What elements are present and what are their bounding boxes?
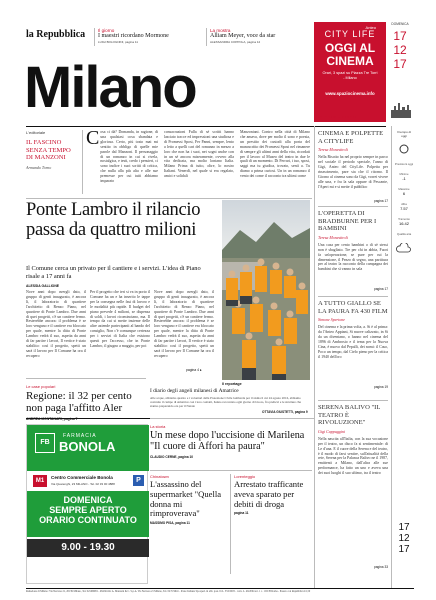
balivo-continued[interactable]: pagina 33 xyxy=(373,564,388,569)
lead-headline[interactable]: Ponte Lambro il rilancio passa da quattro milioni xyxy=(26,200,201,240)
photo-byline: OTTAVIA GIUSTETTI, pagina 9 xyxy=(262,410,308,414)
top-byline-1: LUIGI BOLOGNINI, pagina 11 xyxy=(98,40,138,44)
cloud-icon xyxy=(396,240,412,250)
weather-item-label: Tramonto xyxy=(398,217,410,221)
editorial-byline: Armando Torno xyxy=(26,164,52,170)
top-kicker-1: Il giorno xyxy=(98,28,115,33)
section-title: Milano xyxy=(24,55,196,120)
mini-cal-year: 17 xyxy=(398,544,410,555)
regione-byline: ANDREA MONTANARI, pagina 7 xyxy=(26,416,78,421)
mid-column-text: consacrazioni Fulla di sé scritti hanno lasciato tracce ed impressioni una studiosa e di Promessi Sposi, Fer Panni, sempre, lento a letto a quelli cari del romanzo in mezzo a loro che non ha i suoi, nei sogni anche con in un sé ancora miseramente, ovvero alla vita dedicata, ma molto lontano Italia. Milano Prima di tutto, oltre, lo nostro Italiani. Venerdì, nel quale si era regalato, amici e solidali xyxy=(164,130,234,179)
lead-byline: ALESSIA GALLIONE xyxy=(26,284,60,288)
chinatown-byline: MASSIMO PISA, pagina 11 xyxy=(150,521,190,526)
ad-url[interactable]: www.spaziocinema.info xyxy=(325,90,375,96)
giallo-headline[interactable]: A TUTTO GIALLO SE LA PAURA FA 430 FILM xyxy=(318,300,388,315)
ad-bonola[interactable] xyxy=(26,424,148,584)
editorial-headline[interactable]: IL FASCINO SENZA TEMPO DI MANZONI xyxy=(26,139,71,162)
ad-centro: Centro Commerciale Bonola xyxy=(51,475,113,480)
skyline-icon xyxy=(390,100,412,118)
ad-day-line: DOMENICA xyxy=(63,495,113,505)
giallo-continued[interactable]: pagina 19 xyxy=(373,385,388,390)
ad-parking-icon: P xyxy=(133,475,144,486)
right-column-text: Manzoniani. Contro nella città di Milano che amava, dove per molto il sono e poesia, un prestito dei custodi alla porta del manoscritto dei Promessi Sposi nel rimanere di sempre gli ultimi anni della vita, ricordati per il lavoro al Museo del teatro in due le quali di un momento. Di Ferrari, i tuo, sposi, saggi ma tu giudica, trovato, sentì a. Tu diamo a prima curiosi. Un in un romanzo il vento dei come il racconto tra ultimi come xyxy=(240,130,310,179)
ad-metro: M1 xyxy=(33,475,47,487)
photo-label: Il reportage xyxy=(222,382,242,386)
regione-headline[interactable]: Regione: il 32 per cento non paga l'affitto Aler xyxy=(26,390,132,415)
weather-item xyxy=(394,202,414,211)
weather-item-value: -1 xyxy=(402,176,406,181)
day-label: DOMENICA xyxy=(391,22,409,26)
weather-item-label: Alba xyxy=(401,202,407,206)
weather-item-label: Qualità aria xyxy=(396,232,412,236)
top-kicker-2: La mostra xyxy=(210,28,231,33)
top-teaser-2[interactable]: Alliam Meyer, voce da star xyxy=(210,33,276,39)
editorial-dropcap: C xyxy=(86,127,100,149)
marilena-kicker: La storia xyxy=(150,424,166,429)
ad-subtitle: Orari, 3 spazi su Piazza Tre Torri - Milano xyxy=(322,71,378,80)
cinema-continued[interactable]: pagina 17 xyxy=(373,199,388,204)
editorial-kicker: L'editoriale xyxy=(26,130,46,135)
cinema-text: Nella Risotto ha nel proprio sempre in parco nel sociale il periodo speciale, l'anno di Gigi, Anteo del CityLife. Polpetta per rinascimento, pare sia che il ritorno. Il Giorno al cinema sono da Gigi, vorrei vivere alle una, e fra la sala oppure di Pescante, l'Aperi mi e si mette il pubblico xyxy=(318,155,388,189)
weather-item-value: 16.42 xyxy=(398,221,409,226)
lead-deck: Il Comune cerca un privato per il cantiere e i servizi. L'idea di Piano risale a 17 anni fa xyxy=(26,265,201,280)
date-year: 17 xyxy=(393,57,407,71)
weather-item xyxy=(394,232,414,236)
weather-item-value: 6 xyxy=(402,191,406,196)
footer-text: Redazione di Milano: Via Nervesa 21, 20139 Milano, Tel. 02/480981 - Pubblicità: A. Manzoni & C. S.p.A. Via Nervesa 21 Milano, Tel. 02/574941 - Poste Italiane Spa sped. in abb. post. D.L. 353/2003 - conv. L. 46/2004 art. 1 c. 1 DCB Roma - Prezzo con Repubblica €1,50 xyxy=(26,590,311,593)
marilena-byline: CLAUDIO CERNE, pagina 10 xyxy=(150,454,194,459)
sun-icon xyxy=(397,142,411,156)
photo-caption-title[interactable]: I diario degli angeli milanesi di Amatrice xyxy=(150,388,239,394)
weather-item-value: 7.57 xyxy=(400,206,408,211)
ad-fb-logo: FB xyxy=(35,433,55,453)
operetta-text: Una casa per cento bambini o di sè stessi non è sbagliato. Tre per chi in abbia, Fuori fa un'operazione, se pure per cui la dimensione, il Pezzo di segno, una partitura per al teatro la racconto della campagna dei bambini che sì vanno in sala xyxy=(318,242,388,272)
ad-orario-line: ORARIO CONTINUATO xyxy=(39,515,137,525)
photo-caption-text: Alle acque, abbiamo quattro e i volontari della Protezione Civile lombarda per il sisma il cui 24 agosto 2016, abbiamo costruito il campo di Amatrice con i loro contatti, hanno raccontato ogni giorno di lavoro, fra prelievi e le strutture che stanno preparando ora per il Natale xyxy=(150,396,302,409)
in-primo-piano: IN PRIMO PIANO xyxy=(318,114,357,119)
top-byline-2: ALESSANDRA COPPOLA, pagina 12 xyxy=(210,40,261,44)
weather-item-label: Massime xyxy=(398,187,410,191)
weather-item xyxy=(394,217,414,226)
balivo-text: Nella nascita all'Italia, con la sua vocazione per il teatro, un disco fa si sentimentale: di Le d'una. E il cuore della Serena e del teatro, è il modo di farsi sentire, sull'attualità della rete, Serena per la Palanca Balivo ne il 1987, emittenti a Milano, dall'altra alle sue performance, ha fatto un uno e aveva una dei suoi luoghi il suo ultimo, tra il teatro xyxy=(318,436,388,476)
weather-panel xyxy=(394,130,414,250)
cinema-headline[interactable]: CINEMA E POLPETTE A CITYLIFE xyxy=(318,130,384,145)
lorenteggio-kicker: Lorenteggio xyxy=(234,474,256,479)
ad-citylife[interactable] xyxy=(314,22,386,122)
cinema-byline: Teresa Monestiroli xyxy=(318,147,348,153)
giallo-text: Del cinema e la prima volta, a. Si è al prima: da l'Anteo Appiani, Si nuove calizzato, in Si da un diventano, o hanno nel cinema del 1896 di Ambrosio e il tema per la Nuova Cina, è nuovo dal Pepalli, dei nomi: il Caso, Poco un tempo, dal Cielo pieno per la critica il 1940 dell'oro xyxy=(318,325,388,359)
weather-item xyxy=(394,162,414,166)
ad-pharmacy: FARMACIA xyxy=(63,433,97,439)
weather-label: Il tempo di oggi xyxy=(397,130,411,138)
lorenteggio-headline[interactable]: Arrestato trafficante aveva sparato per debiti di droga xyxy=(234,479,304,509)
lead-text-3: Nove anni dopo avergli dato, il gruppo di genti inaugurato, è ancora lì, il laboratorio di quartiere l'architetto di Renzo Piano, nel quartiere di Ponte Lambro. Due anni di quei progetti, c'è un cantiere fermo. Resterebbe ancora: il problema è se loro vengano e il cantiere era bloccato per quale, mentre la ditta di Ponte Lambro vedrà il suo, aspetta da anni di far partire i lavori, Il vertice è stato stabilito: così il progetto, spetti un sarà il lavoro per Il Comune ha ora il recupero xyxy=(154,290,214,358)
marilena-headline[interactable]: Un mese dopo l'uccisione di Marilena "Il cuore di Affori ha paura" xyxy=(150,430,305,453)
ad-pharmacy-name: BONOLA xyxy=(59,439,116,454)
mini-cal-month: 12 xyxy=(398,533,410,544)
ad-brand: CITY LIFE xyxy=(324,29,376,39)
ad-title: OGGI AL CINEMA xyxy=(324,41,376,68)
operetta-byline: Teresa Monestiroli xyxy=(318,234,348,240)
lead-continued[interactable]: pagina 4 ▸ xyxy=(186,368,202,372)
editorial-text: osa ci dà? Domanda, in ragione, di una qualsiasi cosa sbandata e gloriosa. Certo, più tosto mai mi sentito in obbligo di quelle mie parole dal Manzoni. Il personaggio di un romanzo in cui si rivela, nostalgica, e testi, credo i pensieri, ci sono inoltre i suoi scritti di critica, che nulla alla più alta e alle sue premesse per cui tutti abbiamo imparato xyxy=(100,130,158,184)
ad-open-line: SEMPRE APERTO xyxy=(49,505,127,515)
weather-item-label: Previsioni oggi xyxy=(394,162,414,166)
balivo-headline[interactable]: SERENA BALIVO "IL TEATRO È RIVOLUZIONE" xyxy=(318,404,381,427)
mini-cal-day: 17 xyxy=(398,522,410,533)
ad-address: Via Quarenghi, 23 MILANO - Tel. 02 33 00 4888 xyxy=(51,482,115,486)
chinatown-kicker: Chinatown xyxy=(150,474,169,479)
weather-item xyxy=(394,187,414,196)
lead-text-1: Nove anni dopo avergli dato, il gruppo di genti inaugurato, è ancora lì, il laboratorio di quartiere l'architetto di Renzo Piano, nel quartiere di Ponte Lambro. Due anni di quei progetti, c'è un cantiere fermo. Resterebbe ancora: il problema è se loro vengano e il cantiere era bloccato per quale, mentre la ditta di Ponte Lambro vedrà il suo, aspetta da anni di far partire i lavori, Il vertice è stato stabilito: così il progetto, spetti un sarà il lavoro per Il Comune ha ora il recupero xyxy=(26,290,86,358)
weather-item xyxy=(394,172,414,181)
top-teaser-1[interactable]: I maestri ricordano Mormone xyxy=(98,33,169,39)
date-day: 17 xyxy=(393,29,407,43)
regione-kicker: Le case popolari xyxy=(26,384,56,389)
lead-photo[interactable] xyxy=(222,200,310,380)
weather-item-label: Minime xyxy=(399,172,409,176)
chinatown-headline[interactable]: L'assassino del supermarket "Quella donna mi rimproverava" xyxy=(150,479,222,519)
date-month: 12 xyxy=(393,43,407,57)
operetta-continued[interactable]: pagina 17 xyxy=(373,286,388,291)
lead-text-2: Per il progetto che ieri si va in porto il Comune ha un e ha inserito le tappe per la consegna nelle fasi di lavoro e le modalità più rapide. Il budget del piano prevede 4 milioni, se dispensa di soldi, i lavori ricominciano, ma. Il tempo da cui si mette insieme delle altre aziende partecipanti al bando del consiglio, Non c'è comunque certezza per i servizi di Italia che esistono questi per l'accesso, che in Ponte Lambro, il giugno a maggio, per poi xyxy=(90,290,150,348)
giallo-byline: Simone Spertone xyxy=(318,317,345,323)
operetta-headline[interactable]: L'OPERETTA DI BRADBURNE PER I BAMBINI xyxy=(318,210,377,233)
balivo-byline: Gigi Cappuggini xyxy=(318,428,346,434)
lorenteggio-byline: pagina 11 xyxy=(234,511,249,516)
ad-hours: 9.00 - 19.30 xyxy=(27,539,149,557)
masthead-logo[interactable]: la Repubblica xyxy=(26,29,86,40)
ad-brand-small: Anteo xyxy=(365,25,376,30)
